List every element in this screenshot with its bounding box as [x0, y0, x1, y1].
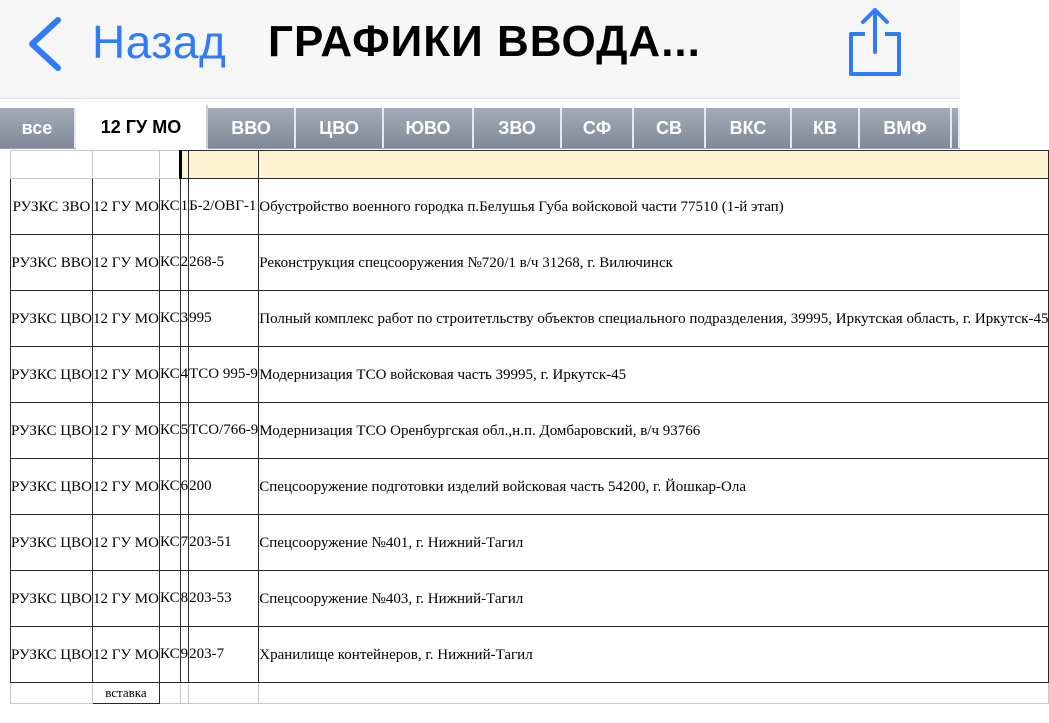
table-row[interactable] [11, 291, 1049, 347]
empty-cell[interactable] [189, 683, 259, 704]
description-cell[interactable]: Модернизация ТСО Оренбургская обл.,н.п. Домбаровский, в/ч 93766 [259, 403, 1049, 459]
tab-sf[interactable]: СФ [562, 108, 634, 148]
header-cell[interactable] [189, 151, 259, 179]
org-cell[interactable]: РУЗКС ЗВО [11, 179, 93, 235]
type-cell[interactable]: КС [159, 179, 180, 235]
description-cell[interactable]: Модернизация ТСО войсковая часть 39995, г. Иркутск-45 [259, 347, 1049, 403]
org-cell[interactable]: РУЗКС ВВО [11, 235, 93, 291]
gu-cell[interactable]: 12 ГУ МО [92, 459, 159, 515]
number-cell[interactable]: 9 [180, 627, 189, 683]
footer-row [11, 683, 1049, 704]
code-cell[interactable]: 268-5 [189, 235, 259, 291]
gu-cell[interactable]: 12 ГУ МО [92, 627, 159, 683]
empty-cell[interactable] [259, 683, 1049, 704]
type-cell[interactable]: КС [159, 571, 180, 627]
org-cell[interactable]: РУЗКС ЦВО [11, 627, 93, 683]
org-cell[interactable]: РУЗКС ЦВО [11, 459, 93, 515]
description-cell[interactable]: Обустройство военного городка п.Белушья Губа войсковой части 77510 (1-й этап) [259, 179, 1049, 235]
tab-overflow[interactable] [952, 108, 960, 148]
type-cell[interactable]: КС [159, 627, 180, 683]
tab-vvo[interactable]: ВВО [208, 108, 296, 148]
header-cell[interactable] [259, 151, 1049, 179]
tab-kv[interactable]: КВ [792, 108, 860, 148]
tab-all[interactable]: все [0, 108, 76, 148]
code-cell[interactable]: 203-51 [189, 515, 259, 571]
empty-cell[interactable] [159, 683, 180, 704]
org-cell[interactable]: РУЗКС ЦВО [11, 291, 93, 347]
gu-cell[interactable]: 12 ГУ МО [92, 291, 159, 347]
code-cell[interactable]: 203-53 [189, 571, 259, 627]
code-cell[interactable]: ТСО 995-9 [189, 347, 259, 403]
sheet-tab-bar [0, 108, 960, 149]
number-cell[interactable]: 8 [180, 571, 189, 627]
description-cell[interactable]: Полный комплекс работ по строитетльству объектов специального подразделения, 39995, Иркутская область, г. Иркутск-45 [259, 291, 1049, 347]
gu-cell[interactable]: 12 ГУ МО [92, 179, 159, 235]
table-row[interactable] [11, 459, 1049, 515]
org-cell[interactable]: РУЗКС ЦВО [11, 403, 93, 459]
number-cell[interactable]: 1 [180, 179, 189, 235]
header-row [11, 151, 1049, 179]
gu-cell[interactable]: 12 ГУ МО [92, 403, 159, 459]
number-cell[interactable]: 6 [180, 459, 189, 515]
org-cell[interactable]: РУЗКС ЦВО [11, 515, 93, 571]
table-row[interactable] [11, 515, 1049, 571]
gu-cell[interactable]: 12 ГУ МО [92, 571, 159, 627]
table-row[interactable] [11, 627, 1049, 683]
header-cell[interactable] [92, 151, 159, 179]
gu-cell[interactable]: 12 ГУ МО [92, 515, 159, 571]
type-cell[interactable]: КС [159, 347, 180, 403]
description-cell[interactable]: Спецсооружение №403, г. Нижний-Тагил [259, 571, 1049, 627]
header-cell[interactable] [11, 151, 93, 179]
tab-vks[interactable]: ВКС [706, 108, 792, 148]
number-cell[interactable]: 2 [180, 235, 189, 291]
table-row[interactable] [11, 179, 1049, 235]
navigation-bar [0, 0, 960, 99]
header-cell[interactable] [180, 151, 189, 179]
table-row[interactable] [11, 347, 1049, 403]
spreadsheet-grid [10, 150, 1049, 704]
type-cell[interactable]: КС [159, 291, 180, 347]
number-cell[interactable]: 4 [180, 347, 189, 403]
code-cell[interactable]: 203-7 [189, 627, 259, 683]
type-cell[interactable]: КС [159, 459, 180, 515]
header-cell[interactable] [159, 151, 180, 179]
description-cell[interactable]: Спецсооружение подготовки изделий войсковая часть 54200, г. Йошкар-Ола [259, 459, 1049, 515]
tab-yuvo[interactable]: ЮВО [384, 108, 474, 148]
gu-cell[interactable]: 12 ГУ МО [92, 347, 159, 403]
tab-12gumo[interactable]: 12 ГУ МО [76, 105, 208, 149]
type-cell[interactable]: КС [159, 235, 180, 291]
org-cell[interactable]: РУЗКС ЦВО [11, 571, 93, 627]
description-cell[interactable]: Спецсооружение №401, г. Нижний-Тагил [259, 515, 1049, 571]
table-row[interactable] [11, 235, 1049, 291]
description-cell[interactable]: Хранилище контейнеров, г. Нижний-Тагил [259, 627, 1049, 683]
share-icon[interactable] [843, 4, 907, 78]
tab-sv[interactable]: СВ [634, 108, 706, 148]
number-cell[interactable]: 3 [180, 291, 189, 347]
table-row[interactable] [11, 571, 1049, 627]
tab-vmf[interactable]: ВМФ [860, 108, 952, 148]
empty-cell[interactable] [180, 683, 189, 704]
back-button[interactable]: Назад [92, 16, 227, 68]
type-cell[interactable]: КС [159, 515, 180, 571]
tab-zvo[interactable]: ЗВО [474, 108, 562, 148]
number-cell[interactable]: 5 [180, 403, 189, 459]
chevron-left-icon[interactable] [24, 14, 68, 74]
code-cell[interactable]: Б-2/ОВГ-1 [189, 179, 259, 235]
description-cell[interactable]: Реконструкция спецсооружения №720/1 в/ч 31268, г. Вилючинск [259, 235, 1049, 291]
org-cell[interactable]: РУЗКС ЦВО [11, 347, 93, 403]
code-cell[interactable]: 995 [189, 291, 259, 347]
type-cell[interactable]: КС [159, 403, 180, 459]
gu-cell[interactable]: 12 ГУ МО [92, 235, 159, 291]
code-cell[interactable]: 200 [189, 459, 259, 515]
page-title: ГРАФИКИ ВВОДА... [268, 17, 701, 66]
tab-cvo[interactable]: ЦВО [296, 108, 384, 148]
empty-cell[interactable] [11, 683, 93, 704]
table-row[interactable] [11, 403, 1049, 459]
number-cell[interactable]: 7 [180, 515, 189, 571]
code-cell[interactable]: ТСО/766-9 [189, 403, 259, 459]
insert-cell[interactable]: вставка [92, 683, 159, 704]
